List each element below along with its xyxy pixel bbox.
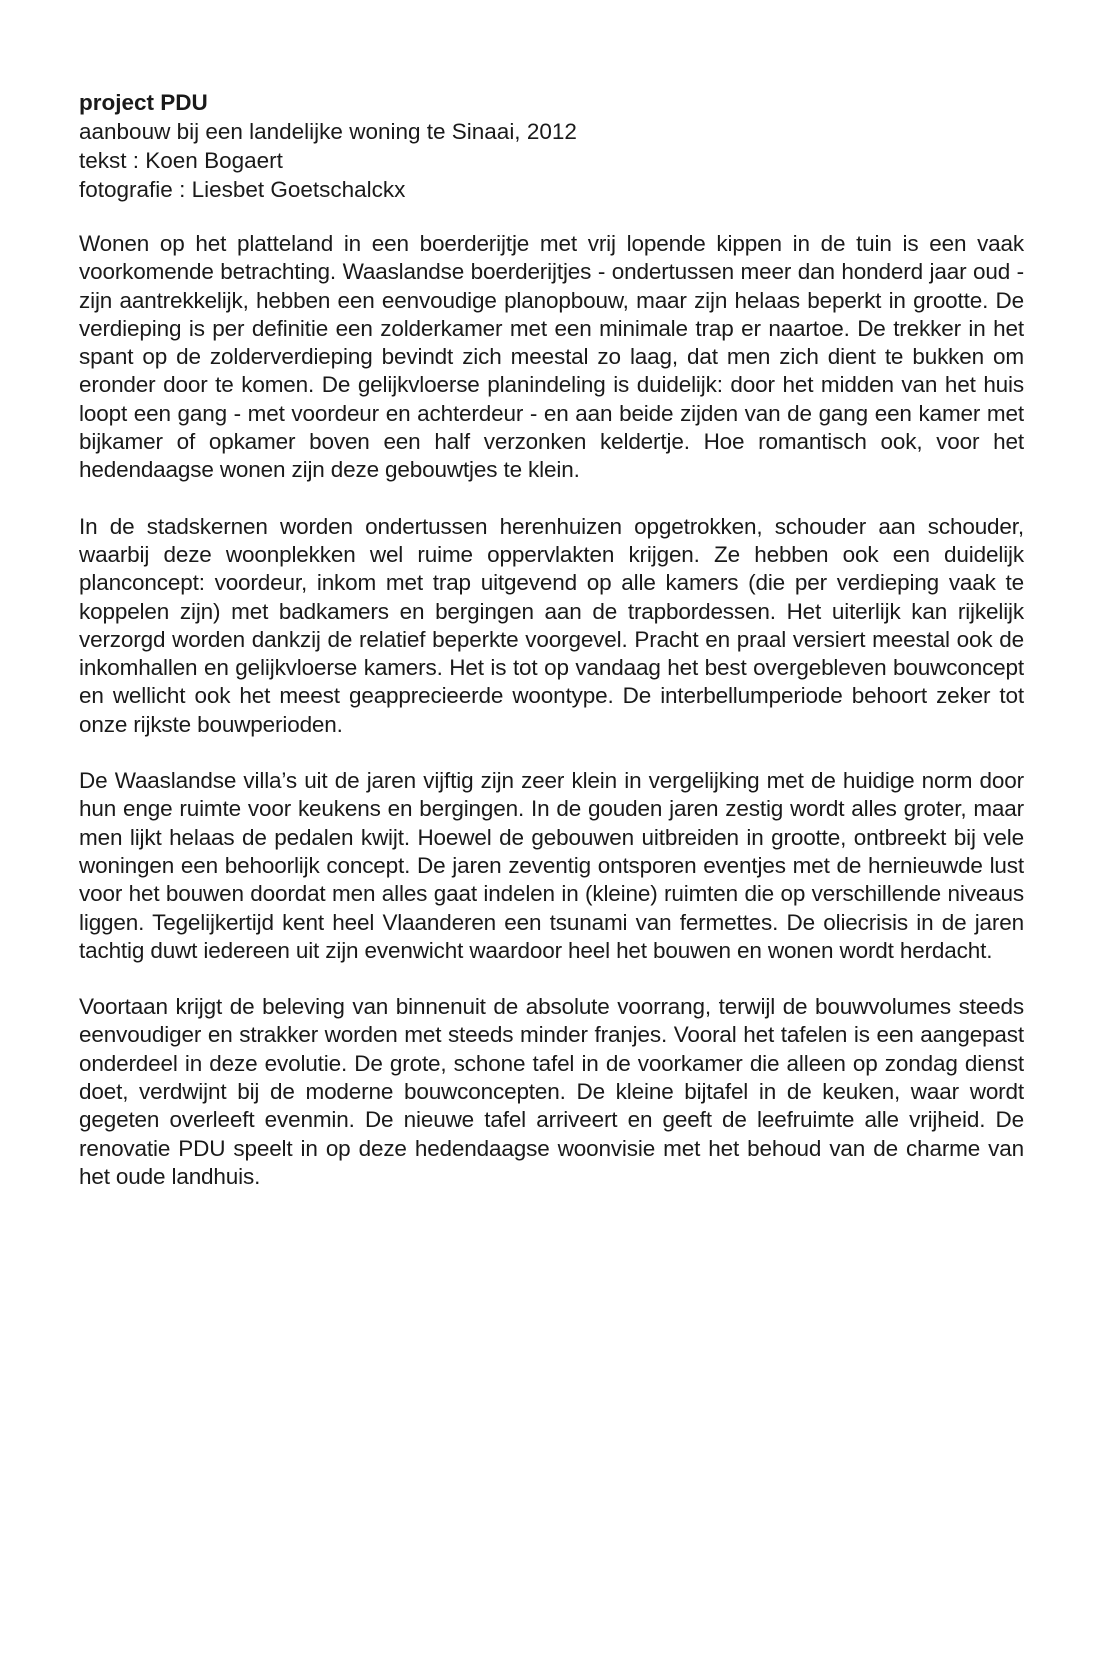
project-subtitle: aanbouw bij een landelijke woning te Sinaai, 2012 [79,119,577,144]
paragraph-2: In de stadskernen worden ondertussen herenhuizen opgetrokken, schouder aan schouder, waarbij deze woonplekken wel ruime oppervlakten krijgen. Ze hebben ook een duidelijk planconcept: voordeur, inkom met trap uitgevend op alle kamers (die per verdieping vaak te koppelen zijn) met badkamers en bergingen aan de trapbordessen. Het uiterlijk kan rijkelijk verzorgd worden dankzij de relatief beperkte voorgevel. Pracht en praal versiert meestal ook de inkomhallen en gelijkvloerse kamers. Het is tot op vandaag het best overgebleven bouwconcept en wellicht ook het meest geapprecieerde woontype. De interbellumperiode behoort zeker tot onze rijkste bouwperioden. [79,513,1024,737]
photo-credit: fotografie : Liesbet Goetschalckx [79,177,406,202]
paragraph-3: De Waaslandse villa’s uit de jaren vijftig zijn zeer klein in vergelijking met de huidige norm door hun enge ruimte voor keukens en bergingen. In de gouden jaren zestig wordt alles groter, maar men lijkt helaas de pedalen kwijt. Hoewel de gebouwen uitbreiden in grootte, ontbreekt bij vele woningen een behoorlijk concept. De jaren zeventig ontsporen eventjes met de hernieuwde lust voor het bouwen doordat men alles gaat indelen in (kleine) ruimten die op verschillende niveaus liggen. Tegelijkertijd kent heel Vlaanderen een tsunami van fermettes. De oliecrisis in de jaren tachtig duwt iedereen uit zijn evenwicht waardoor heel het bouwen en wonen wordt herdacht. [79,768,1024,963]
project-title: project PDU [79,90,208,115]
article-body [79,230,1024,1191]
document-page [79,88,1024,1219]
paragraph-4: Voortaan krijgt de beleving van binnenuit de absolute voorrang, terwijl de bouwvolumes steeds eenvoudiger en strakker worden met steeds minder franjes. Vooral het tafelen is een aangepast onderdeel in deze evolutie. De grote, schone tafel in de voorkamer die alleen op zondag dienst doet, verdwijnt bij de moderne bouwconcepten. De kleine bijtafel in de keuken, waar wordt gegeten overleeft evenmin. De nieuwe tafel arriveert en geeft de leefruimte alle vrijheid. De renovatie PDU speelt in op deze hedendaagse woonvisie met het behoud van de charme van het oude landhuis. [79,994,1024,1189]
document-header [79,88,1024,204]
text-credit: tekst : Koen Bogaert [79,148,283,173]
paragraph-1: Wonen op het platteland in een boerderijtje met vrij lopende kippen in de tuin is een vaak voorkomende betrachting. Waaslandse boerderijtjes - ondertussen meer dan honderd jaar oud - zijn aantrekkelijk, hebben een eenvoudige planopbouw, maar zijn helaas beperkt in grootte. De verdieping is per definitie een zolderkamer met een minimale trap er naartoe. De trekker in het spant op de zolderverdieping bevindt zich meestal zo laag, dat men zich dient te bukken om eronder door te komen. De gelijkvloerse planindeling is duidelijk: door het midden van het huis loopt een gang - met voordeur en achterdeur - en aan beide zijden van de gang een kamer met bijkamer of opkamer boven een half verzonken keldertje. Hoe romantisch ook, voor het hedendaagse wonen zijn deze gebouwtjes te klein. [79,231,1024,483]
